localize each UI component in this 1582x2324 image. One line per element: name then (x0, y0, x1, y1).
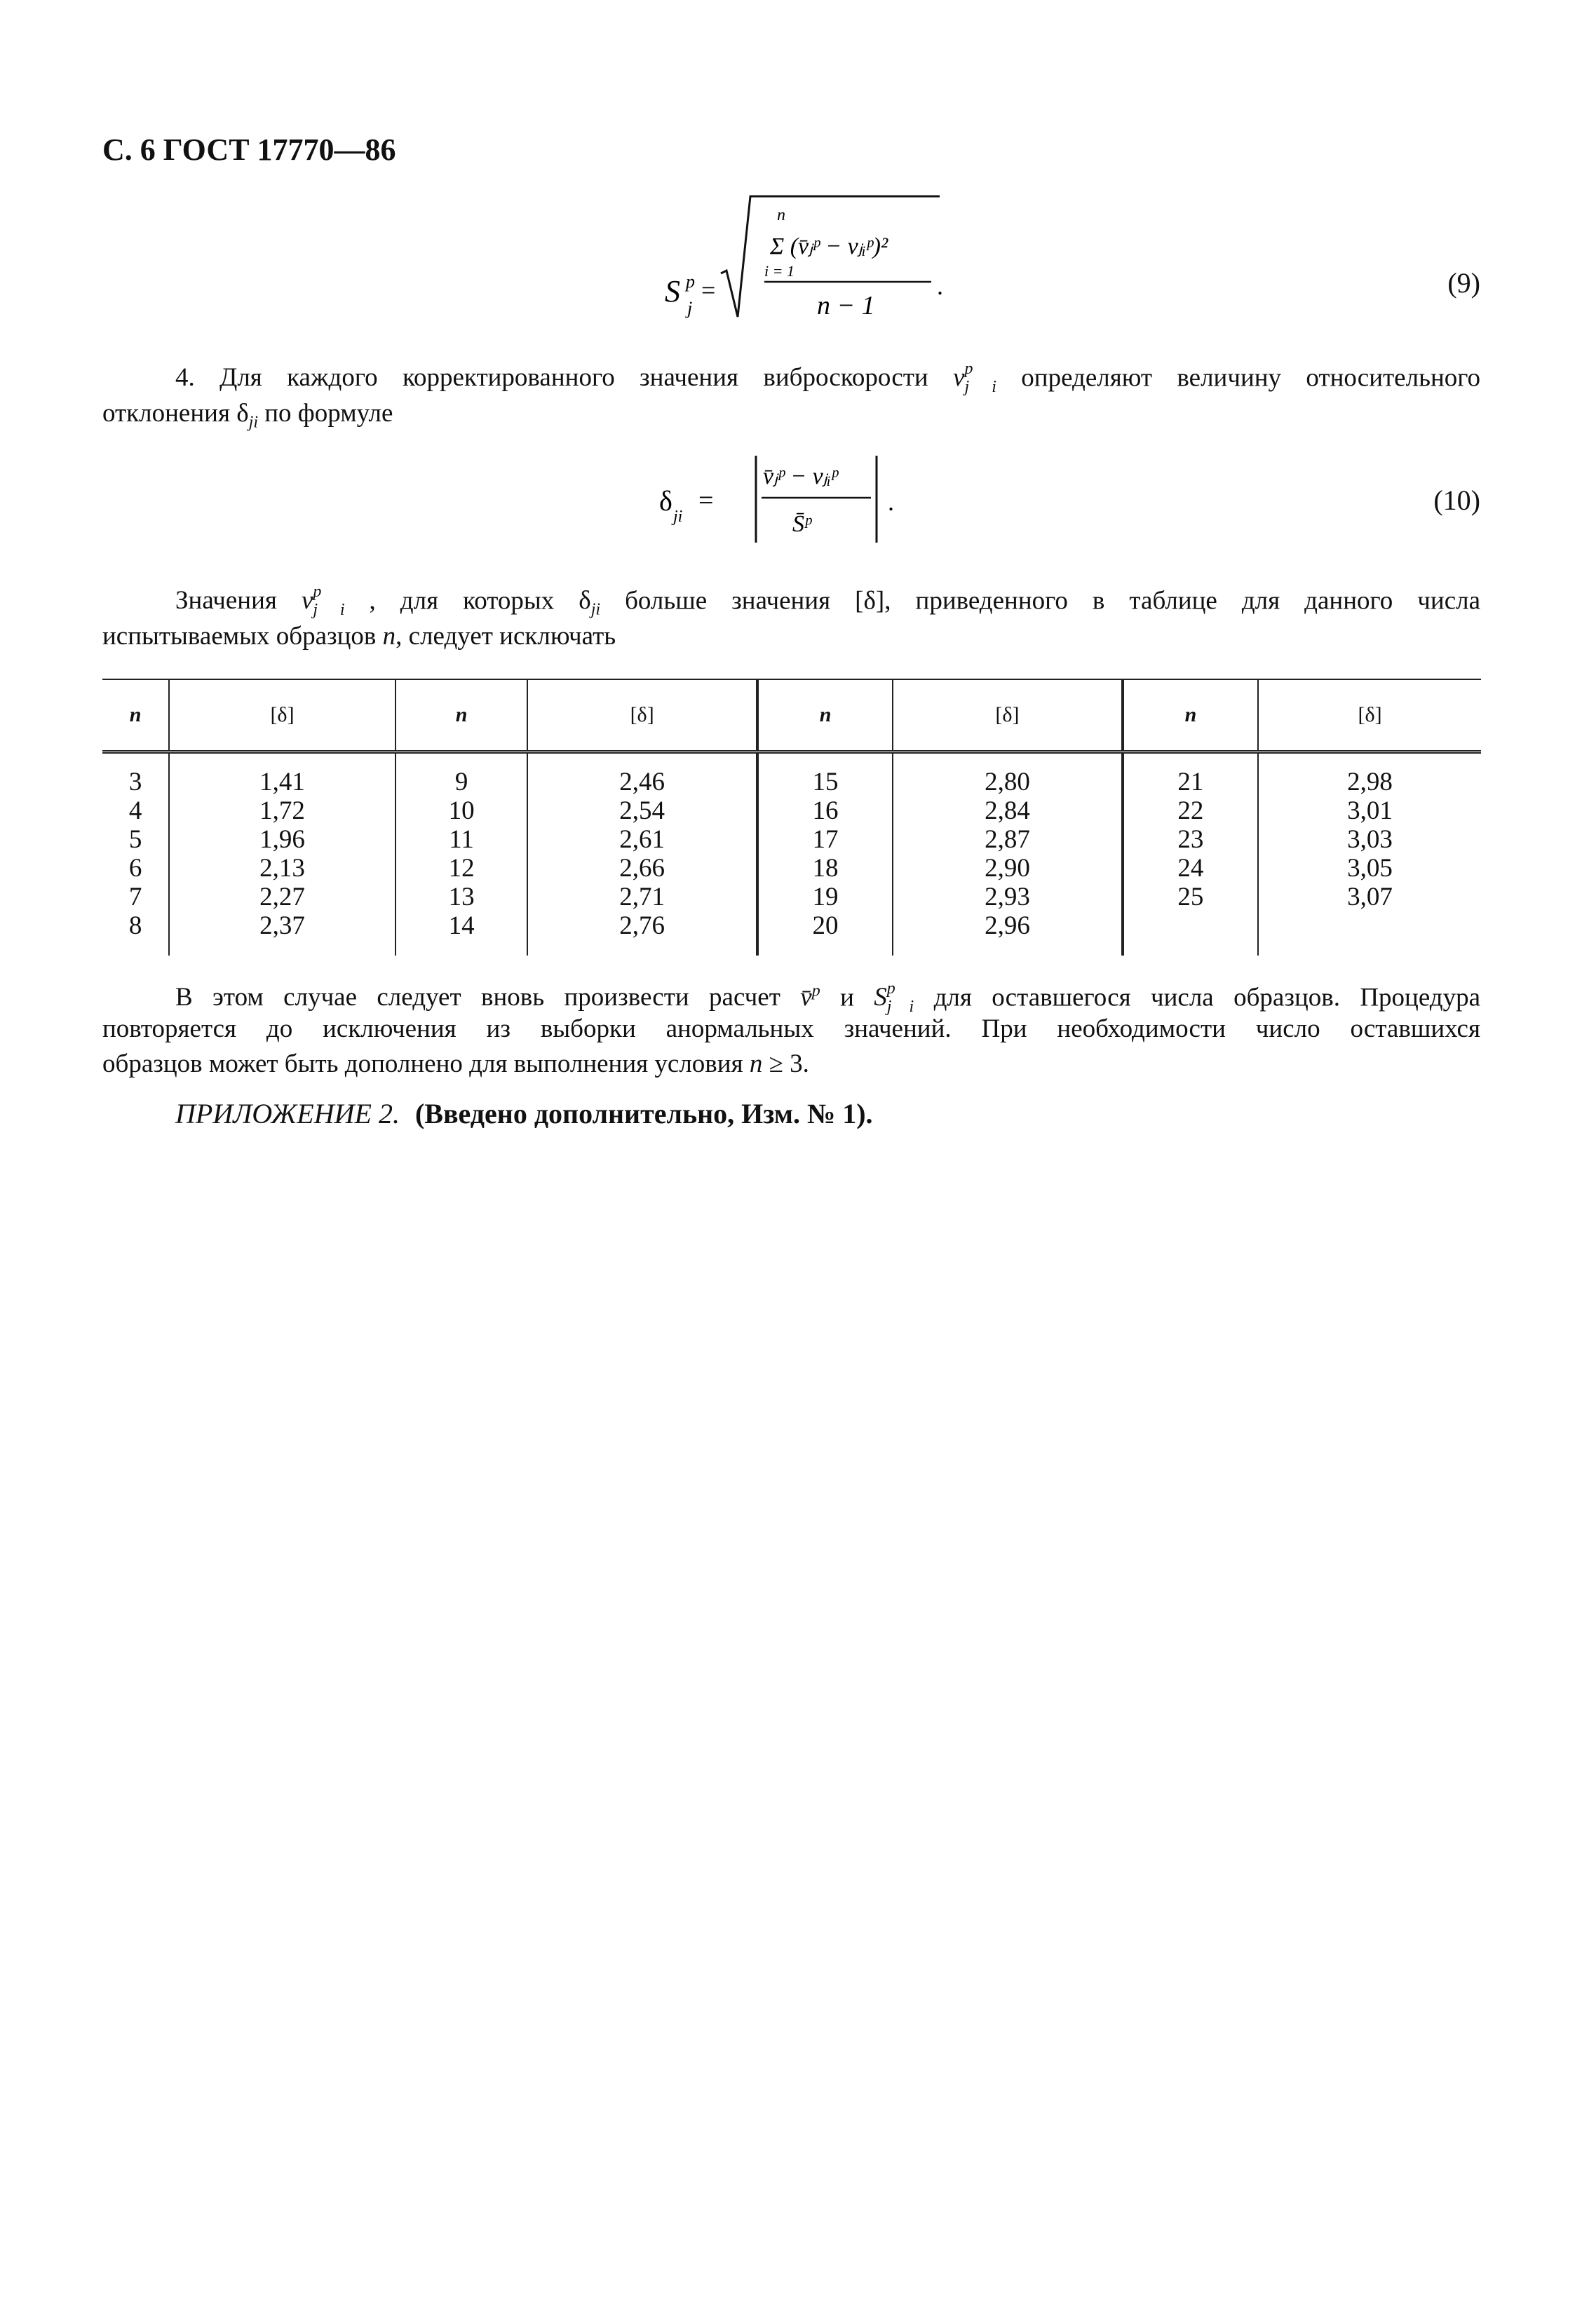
paragraph-6-line3 (102, 1043, 1480, 1085)
table-cell: 17 (757, 825, 893, 854)
sum-top: n (777, 206, 785, 224)
table-cell: 20 (757, 911, 893, 956)
table-cell: 2,27 (169, 883, 396, 911)
equation-number-9: (9) (1447, 267, 1480, 299)
para6-line2: повторяется до исключения из выборки анормальных значений. При необходимости число оставшихся (102, 1014, 1480, 1043)
table-cell: 8 (128, 911, 142, 940)
para6-vbar: v̄$^p$ (800, 982, 820, 1012)
table-row (102, 854, 1481, 883)
para5-w3: больше значения [δ], приведенного в таблице для данного числа (625, 586, 1481, 616)
formula9-lhs: S (665, 274, 680, 308)
table-cell: 1,96 (169, 825, 396, 854)
table-cell: 4 (128, 796, 142, 825)
para6-and: и (840, 983, 854, 1012)
table-cell: 18 (757, 854, 893, 883)
header-n-3: n (757, 679, 893, 752)
para5-line2-end: , следует исключать (396, 622, 616, 651)
table-cell: 3,01 (1258, 796, 1481, 825)
delta-table (102, 679, 1481, 956)
table-cell: 2,96 (893, 911, 1123, 956)
sum-bottom: i = 1 (764, 262, 795, 280)
table-cell: 2,61 (527, 825, 757, 854)
para5-w2: , для которых (369, 586, 555, 616)
table-cell: 2,90 (893, 854, 1123, 883)
table-row (102, 825, 1481, 854)
header-n-2: n (396, 679, 528, 752)
table-cell: 25 (1123, 883, 1258, 911)
table-cell: 6 (128, 854, 142, 883)
appendix-label: ПРИЛОЖЕНИЕ 2. (175, 1098, 400, 1129)
table-cell: 1,72 (169, 796, 396, 825)
para4-line2: отклонения (102, 399, 230, 428)
table-cell: 2,84 (893, 796, 1123, 825)
header-n-4: n (1123, 679, 1258, 752)
para6-line3a: образцов может быть дополнено для выполнения условия (102, 1049, 743, 1078)
table-cell: 2,46 (527, 752, 757, 797)
table-cell: 10 (396, 796, 528, 825)
para4-line2-end: по формуле (264, 399, 393, 428)
table-cell: 2,66 (527, 854, 757, 883)
formula9-denominator: n − 1 (817, 291, 875, 320)
table-cell: 13 (396, 883, 528, 911)
appendix-amendment: (Введено дополнительно, Изм. № 1). (414, 1098, 873, 1129)
formula10-denominator: S̄ᵖ (792, 511, 811, 537)
formula10-numerator: v̄ⱼᵖ − vⱼᵢᵖ (763, 463, 838, 489)
para4-delta: $\delta_{ji}$ (236, 399, 258, 432)
para6-line3b: ≥ 3. (769, 1049, 809, 1078)
table-cell: 7 (128, 883, 142, 911)
formula9-numerator: Σ (v̄ⱼᵖ − vⱼᵢᵖ)² (770, 233, 888, 259)
table-cell: 2,54 (527, 796, 757, 825)
header-delta-4: [δ] (1258, 679, 1481, 752)
table-cell (1258, 911, 1481, 956)
appendix-note (175, 1097, 873, 1130)
formula9-lhs-sub: j (687, 298, 693, 318)
header-delta-3: [δ] (893, 679, 1123, 752)
formula10-lhs: δ (659, 485, 672, 517)
table-cell: 2,76 (527, 911, 757, 956)
table-cell: 9 (396, 752, 528, 797)
para6-line1a: В этом случае следует вновь произвести расчет (175, 983, 780, 1012)
table-cell: 11 (396, 825, 528, 854)
table-cell: 3,03 (1258, 825, 1481, 854)
table-cell: 16 (757, 796, 893, 825)
para4-suffix: определяют величину относительного (1021, 363, 1481, 393)
formula-10 (659, 449, 926, 554)
paragraph-5-line2 (102, 616, 1480, 658)
table-cell: 2,37 (169, 911, 396, 956)
table-row (102, 911, 1481, 956)
table-cell: 24 (1123, 854, 1258, 883)
para5-var: $v^p_{j i}$ (301, 583, 345, 619)
para5-delta: $\delta_{ji}$ (579, 586, 601, 619)
svg-text:.: . (937, 272, 943, 300)
para6-n: n (749, 1049, 763, 1078)
formula-9 (659, 189, 954, 329)
header-delta-2: [δ] (527, 679, 757, 752)
table-row (102, 796, 1481, 825)
formula9-lhs-sup: p (686, 271, 695, 292)
para5-w1: Значения (175, 586, 277, 616)
para5-n: n (382, 622, 396, 651)
table-cell (1123, 911, 1258, 956)
para4-var: $v^p_{j i}$ (953, 360, 996, 396)
para6-S: $S^p_{j i}$ (874, 979, 914, 1016)
header-delta-1: [δ] (169, 679, 396, 752)
paragraph-4-line2 (102, 393, 1480, 443)
table-cell: 19 (757, 883, 893, 911)
svg-text:=: = (698, 486, 714, 515)
page-header: С. 6 ГОСТ 17770—86 (102, 132, 396, 167)
table-cell: 2,93 (893, 883, 1123, 911)
table-cell: 2,87 (893, 825, 1123, 854)
table-cell: 2,13 (169, 854, 396, 883)
table-row (102, 752, 1481, 797)
svg-text:=: = (701, 276, 716, 304)
equation-number-10: (10) (1433, 484, 1480, 516)
table-cell: 5 (128, 825, 142, 854)
para6-line1b: для оставшегося числа образцов. Процедура (933, 983, 1481, 1012)
formula10-lhs-sub: ji (673, 508, 683, 526)
table-row (102, 883, 1481, 911)
para4-prefix: 4. Для каждого корректированного значения виброскорости (175, 363, 928, 393)
table-cell: 1,41 (169, 752, 396, 797)
table-cell: 2,98 (1258, 752, 1481, 797)
table-cell: 22 (1123, 796, 1258, 825)
table-cell: 2,71 (527, 883, 757, 911)
table-cell: 2,80 (893, 752, 1123, 797)
table-header-row (102, 679, 1481, 752)
svg-text:.: . (888, 488, 894, 516)
table-cell: 14 (396, 911, 528, 956)
table-cell: 15 (757, 752, 893, 797)
table-cell: 3 (128, 768, 142, 796)
table-cell: 3,05 (1258, 854, 1481, 883)
table-cell: 21 (1123, 752, 1258, 797)
table-cell: 12 (396, 854, 528, 883)
table-cell: 23 (1123, 825, 1258, 854)
para5-line2: испытываемых образцов (102, 622, 377, 651)
table-cell: 3,07 (1258, 883, 1481, 911)
header-n-1: n (102, 679, 169, 752)
